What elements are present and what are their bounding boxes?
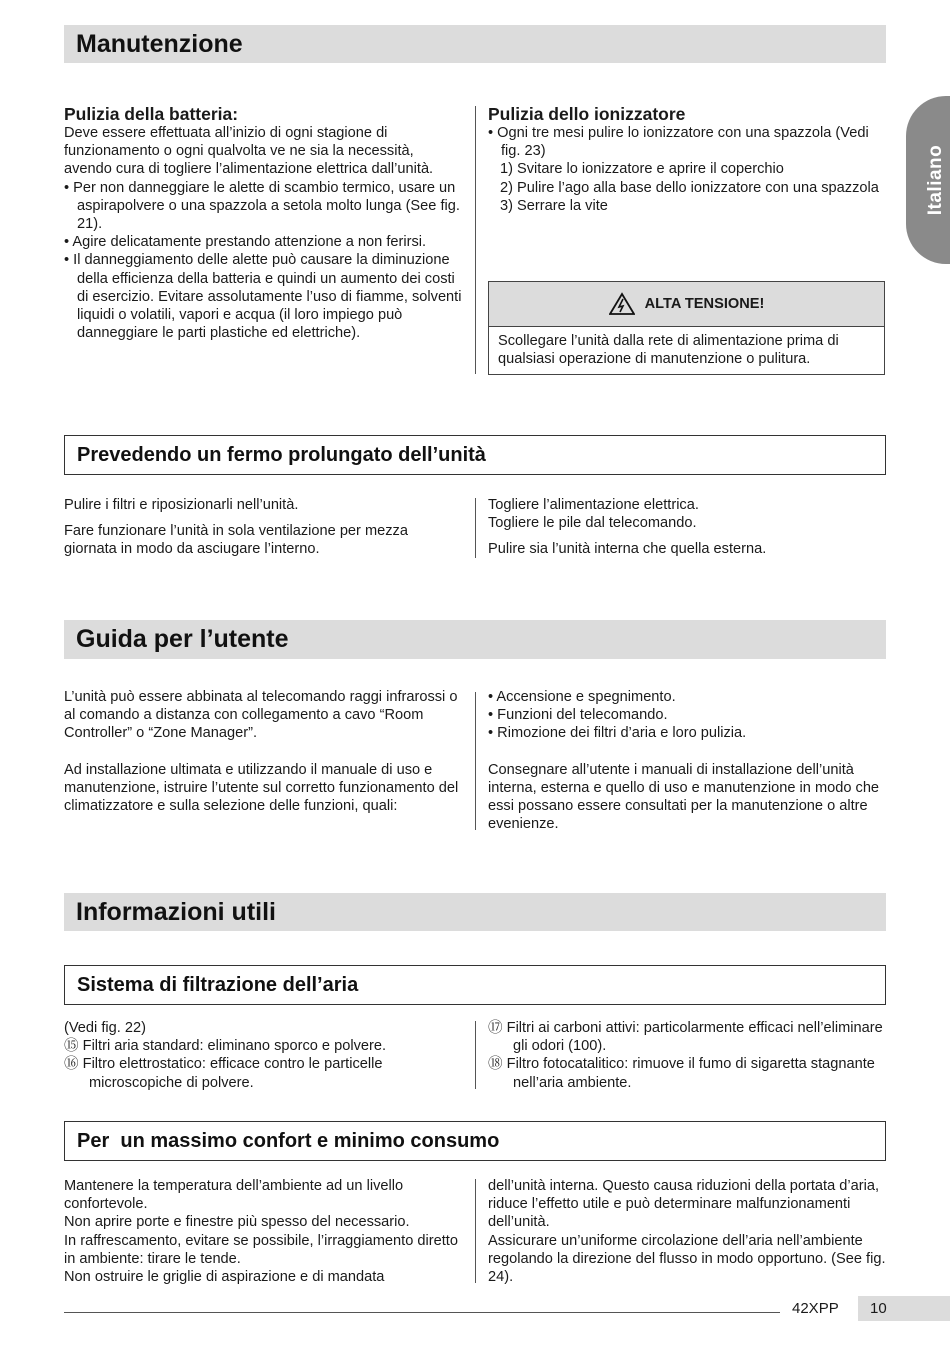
ionizzatore-step: 2) Pulire l’ago alla base dello ionizzatore con una spazzola: [500, 179, 879, 196]
ionizzatore-bullet: • Ogni tre mesi pulire lo ionizzatore con una spazzola (Vedi fig. 23): [488, 125, 869, 160]
column-divider: [475, 1179, 476, 1283]
language-tab: [906, 96, 950, 264]
batteria-column: [64, 104, 464, 342]
section-title: Per un massimo confort e minimo consumo: [77, 1130, 500, 1152]
list-item: ⑯ Filtro elettrostatico: efficace contro le particelle microscopiche di polvere.: [64, 1056, 383, 1091]
paragraph: Pulire i filtri e riposizionarli nell’unità.: [64, 497, 299, 513]
section-band-manutenzione: [64, 25, 886, 63]
figure-reference: (Vedi fig. 22): [64, 1020, 146, 1036]
paragraph: Non ostruire le griglie di aspirazione e di mandata: [64, 1269, 385, 1286]
list-item: • Funzioni del telecomando.: [488, 707, 668, 724]
warning-box: [488, 281, 885, 375]
paragraph: L’unità può essere abbinata al telecomando raggi infrarossi o al comando a distanza con collegamento a cavo “Room Controller” o “Zone Manager”.: [64, 689, 458, 742]
batteria-bullet: • Per non danneggiare le alette di scambio termico, usare un aspirapolvere o una spazzola a setola molto lunga (See fig. 21).: [64, 179, 460, 233]
ionizzatore-heading: Pulizia dello ionizzatore: [488, 104, 686, 124]
warning-title: ALTA TENSIONE!: [644, 296, 765, 312]
paragraph: Mantenere la temperatura dell’ambiente ad un livello confortevole.: [64, 1178, 404, 1213]
section-band-info: [64, 893, 886, 931]
confort-left-column: [64, 1177, 464, 1286]
fermo-right-column: [488, 496, 888, 559]
fermo-left-column: [64, 496, 464, 559]
page-number: 10: [858, 1296, 950, 1321]
paragraph: In raffrescamento, evitare se possibile, l’irraggiamento diretto in ambiente: tirare le tende.: [64, 1232, 458, 1267]
high-voltage-icon: [609, 292, 635, 316]
section-box-fermo: [64, 435, 886, 475]
model-code: 42XPP: [792, 1300, 839, 1317]
column-divider: [475, 692, 476, 830]
list-item: • Rimozione dei filtri d’aria e loro pulizia.: [488, 725, 747, 742]
warning-text: Scollegare l’unità dalla rete di alimentazione prima di qualsiasi operazione di manutenzione o pulitura.: [498, 333, 839, 368]
paragraph: Fare funzionare l’unità in sola ventilazione per mezza giornata in modo da asciugare l’interno.: [64, 523, 408, 558]
section-title: Prevedendo un fermo prolungato dell’unità: [77, 444, 486, 466]
batteria-bullet: • Agire delicatamente prestando attenzione a non ferirsi.: [64, 234, 427, 251]
paragraph: Togliere le pile dal telecomando.: [488, 515, 697, 532]
paragraph: dell’unità interna. Questo causa riduzioni della portata d’aria, riduce l’effetto utile e può determinare malfunzionamenti dell’unità.: [488, 1178, 880, 1231]
paragraph: Assicurare un’uniforme circolazione dell’aria nell’ambiente regolando la direzione del flusso in modo opportuno. (See fig. 24).: [488, 1232, 886, 1286]
section-box-confort: [64, 1121, 886, 1161]
section-title: Guida per l’utente: [76, 625, 289, 653]
ionizzatore-step: 1) Svitare lo ionizzatore e aprire il coperchio: [500, 161, 784, 178]
list-item: ⑰ Filtri ai carboni attivi: particolarmente efficaci nell’eliminare gli odori (100).: [488, 1020, 883, 1055]
ionizzatore-step: 3) Serrare la vite: [500, 197, 608, 214]
section-title: Manutenzione: [76, 30, 243, 58]
column-divider: [475, 498, 476, 558]
warning-header: [489, 282, 884, 327]
filtrazione-left-column: [64, 1019, 464, 1092]
section-band-guida: [64, 620, 886, 659]
paragraph: Non aprire porte e finestre più spesso del necessario.: [64, 1214, 410, 1231]
section-title: Informazioni utili: [76, 898, 276, 926]
filtrazione-right-column: [488, 1019, 888, 1092]
section-title: Sistema di filtrazione dell’aria: [77, 974, 359, 996]
list-item: ⑱ Filtro fotocatalitico: rimuove il fumo di sigaretta stagnante nell’aria ambiente.: [488, 1056, 875, 1091]
batteria-intro: Deve essere effettuata all’inizio di ogni stagione di funzionamento o ogni qualvolta ve ne sia la necessità, avendo cura di togliere l’alimentazione elettrica dall’unità.: [64, 125, 434, 178]
batteria-heading: Pulizia della batteria:: [64, 104, 239, 124]
list-item: ⑮ Filtri aria standard: eliminano sporco e polvere.: [64, 1038, 387, 1055]
confort-right-column: [488, 1177, 888, 1286]
paragraph: Ad installazione ultimata e utilizzando il manuale di uso e manutenzione, istruire l’utente sul corretto funzionamento del climatizzatore e sulla selezione delle funzioni, quali:: [64, 761, 459, 815]
guida-left-column: [64, 688, 464, 815]
section-box-filtrazione: [64, 965, 886, 1005]
paragraph: Togliere l’alimentazione elettrica.: [488, 497, 699, 513]
guida-right-column: [488, 688, 888, 833]
paragraph: Pulire sia l’unità interna che quella esterna.: [488, 541, 767, 558]
language-tab-label: Italiano: [925, 144, 946, 216]
column-divider: [475, 1021, 476, 1089]
paragraph: Consegnare all’utente i manuali di installazione dell’unità interna, esterna e quello di uso e manutenzione in modo che essi possano essere consultati per la manutenzione o altre evenienze.: [488, 761, 880, 833]
batteria-bullet: • Il danneggiamento delle alette può causare la diminuzione della efficienza della batteria e quindi un aumento dei costi di esercizio. Evitare assolutamente l’uso di fiamme, solventi liquidi o volatili, vapori e acqua (il loro impiego può danneggiare le parti plastiche ed elettriche).: [64, 252, 462, 342]
column-divider: [475, 106, 476, 374]
list-item: • Accensione e spegnimento.: [488, 689, 676, 705]
ionizzatore-column: [488, 104, 888, 215]
footer-rule: [64, 1312, 780, 1313]
